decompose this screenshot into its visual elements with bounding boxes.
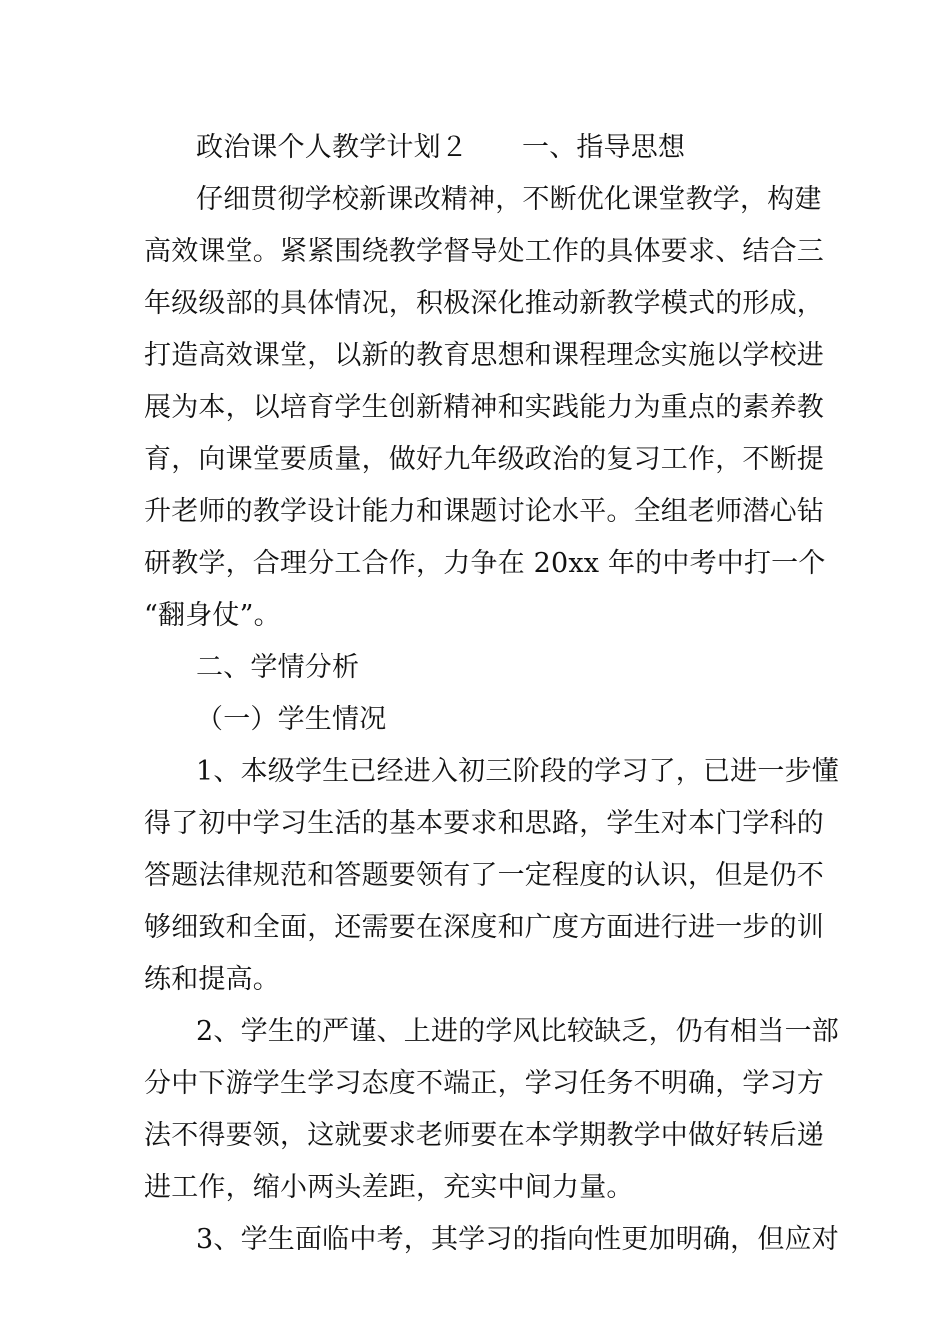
paragraph-1-line-2: 高效课堂。紧紧围绕教学督导处工作的具体要求、结合三 — [144, 236, 824, 267]
paragraph-3-line-4: 进工作，缩小两头差距，充实中间力量。 — [144, 1172, 634, 1203]
paragraph-2-line-4: 够细致和全面，还需要在深度和广度方面进行进一步的训 — [144, 912, 824, 943]
paragraph-1-line-9: “翻身仗”。 — [144, 600, 281, 631]
paragraph-1-line-1: 仔细贯彻学校新课改精神，不断优化课堂教学，构建 — [196, 184, 822, 215]
paragraph-1-line-7: 升老师的教学设计能力和课题讨论水平。全组老师潜心钻 — [144, 496, 824, 527]
title-line — [196, 128, 685, 168]
section-heading-guiding-ideology: 一、指导思想 — [522, 132, 686, 163]
paragraph-1-line-8: 研教学，合理分工合作，力争在 20xx 年的中考中打一个 — [144, 548, 826, 579]
paragraph-3-line-2: 分中下游学生学习态度不端正，学习任务不明确，学习方 — [144, 1068, 824, 1099]
paragraph-4-line-1: 3、学生面临中考，其学习的指向性更加明确，但应对 — [196, 1224, 839, 1255]
paragraph-3-line-3: 法不得要领，这就要求老师要在本学期教学中做好转后递 — [144, 1120, 824, 1151]
document-title: 政治课个人教学计划２ — [196, 132, 468, 163]
paragraph-1-line-3: 年级级部的具体情况，积极深化推动新教学模式的形成， — [144, 288, 824, 319]
paragraph-1-line-4: 打造高效课堂，以新的教育思想和课程理念实施以学校进 — [144, 340, 824, 371]
paragraph-2-line-1: 1、本级学生已经进入初三阶段的学习了，已进一步懂 — [196, 756, 839, 787]
paragraph-3-line-1: 2、学生的严谨、上进的学风比较缺乏，仍有相当一部 — [196, 1016, 839, 1047]
paragraph-2-line-3: 答题法律规范和答题要领有了一定程度的认识，但是仍不 — [144, 860, 824, 891]
paragraph-2-line-2: 得了初中学习生活的基本要求和思路，学生对本门学科的 — [144, 808, 824, 839]
subheading-student-situation: （一）学生情况 — [196, 704, 387, 735]
section-heading-student-analysis: 二、学情分析 — [196, 652, 360, 683]
paragraph-1-line-5: 展为本，以培育学生创新精神和实践能力为重点的素养教 — [144, 392, 824, 423]
paragraph-1-line-6: 育，向课堂要质量，做好九年级政治的复习工作，不断提 — [144, 444, 824, 475]
paragraph-2-line-5: 练和提高。 — [144, 964, 280, 995]
